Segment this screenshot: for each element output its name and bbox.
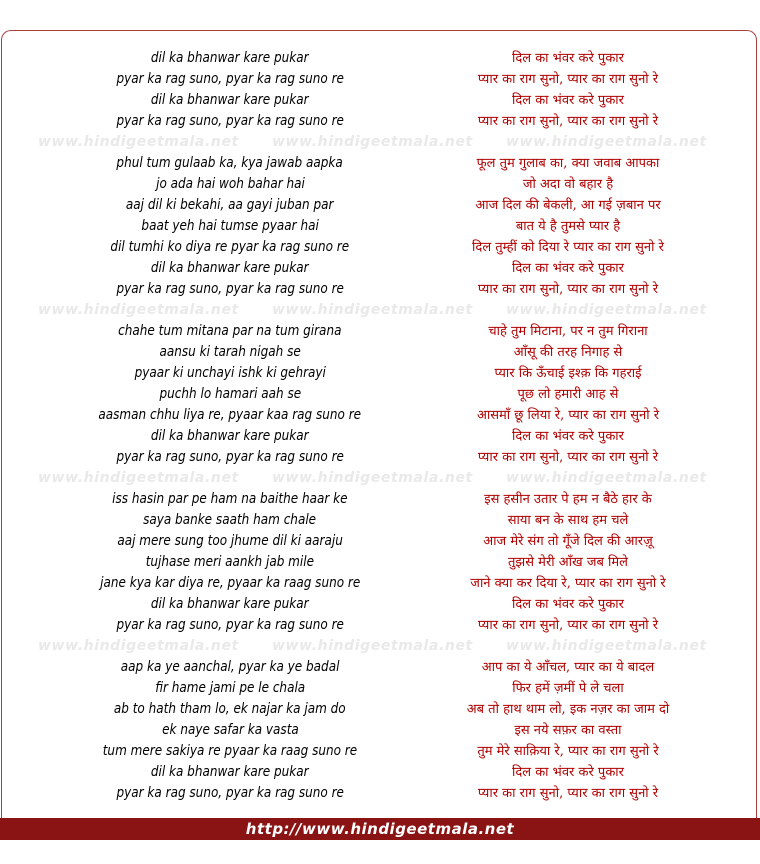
lyric-line: pyar ka rag suno, pyar ka rag suno re	[116, 71, 344, 87]
lyric-line: दिल का भंवर करे पुकार	[511, 429, 624, 444]
lyric-line: दिल का भंवर करे पुकार	[511, 597, 624, 612]
lyric-line: ab to hath tham lo, ek najar ka jam do	[114, 701, 346, 717]
lyric-line: प्यार का राग सुनो, प्यार का राग सुनो रे	[477, 450, 659, 465]
lyric-line: aaj mere sung too jhume dil ki aaraju	[117, 533, 343, 549]
lyric-line: तुझसे मेरी आँख जब मिले	[508, 555, 628, 570]
lyrics-hindi-column	[380, 48, 756, 804]
lyric-line: pyar ka rag suno, pyar ka rag suno re	[116, 785, 344, 801]
watermark-text: www.hindigeetmala.net	[272, 470, 473, 486]
site-url-footer[interactable]: http://www.hindigeetmala.net	[0, 818, 760, 840]
lyric-line: aap ka ye aanchal, pyar ka ye badal	[120, 659, 340, 675]
watermark-text: www.hindigeetmala.net	[506, 134, 707, 150]
lyric-line: साया बन के साथ हम चले	[507, 513, 629, 528]
lyric-line: चाहे तुम मिटाना, पर न तुम गिराना	[488, 324, 648, 339]
lyric-line: इस हसीन उतार पे हम न बैठे हार के	[484, 492, 652, 507]
lyric-line: प्यार कि ऊँचाई इश्क़ कि गहराई	[494, 366, 642, 381]
lyric-line: pyar ka rag suno, pyar ka rag suno re	[116, 617, 344, 633]
lyric-line: आज दिल की बेकली, आ गई ज़बान पर	[475, 198, 661, 213]
lyric-line: आज मेरे संग तो गूँजे दिल की आरज़ू	[483, 534, 653, 549]
lyric-line: iss hasin par pe ham na baithe haar ke	[112, 491, 348, 507]
watermark-text: www.hindigeetmala.net	[506, 470, 707, 486]
lyric-line: saya banke saath ham chale	[143, 512, 317, 528]
lyric-line: फिर हमें ज़मीं पे ले चला	[512, 681, 624, 696]
lyric-line: dil ka bhanwar kare pukar	[151, 260, 309, 276]
lyric-line: आँसू की तरह निगाह से	[513, 345, 623, 360]
lyric-line: जाने क्या कर दिया रे, प्यार का राग सुनो रे	[470, 576, 666, 591]
lyric-line: dil ka bhanwar kare pukar	[151, 596, 309, 612]
watermark-text: www.hindigeetmala.net	[38, 470, 239, 486]
watermark-text: www.hindigeetmala.net	[272, 302, 473, 318]
lyric-line: प्यार का राग सुनो, प्यार का राग सुनो रे	[477, 72, 659, 87]
lyric-line: दिल का भंवर करे पुकार	[511, 765, 624, 780]
lyric-line: baat yeh hai tumse pyaar hai	[141, 218, 319, 234]
watermark-text: www.hindigeetmala.net	[272, 134, 473, 150]
lyric-line: दिल का भंवर करे पुकार	[511, 51, 624, 66]
lyrics-transliteration-column	[40, 48, 420, 804]
lyric-line: pyar ka rag suno, pyar ka rag suno re	[116, 281, 344, 297]
lyric-line: दिल का भंवर करे पुकार	[511, 93, 624, 108]
lyric-line: बात ये है तुमसे प्यार है	[515, 219, 621, 234]
lyric-line: प्यार का राग सुनो, प्यार का राग सुनो रे	[477, 114, 659, 129]
lyric-line: jane kya kar diya re, pyaar ka raag suno re	[99, 575, 361, 591]
lyric-line: जो अदा वो बहार है	[522, 177, 614, 192]
lyric-line: chahe tum mitana par na tum girana	[118, 323, 342, 339]
watermark-text: www.hindigeetmala.net	[38, 302, 239, 318]
lyric-line: आप का ये आँचल, प्यार का ये बादल	[481, 660, 655, 675]
watermark-text: www.hindigeetmala.net	[506, 638, 707, 654]
watermark-text: www.hindigeetmala.net	[38, 134, 239, 150]
lyric-line: phul tum gulaab ka, kya jawab aapka	[116, 155, 344, 171]
watermark-text: www.hindigeetmala.net	[506, 302, 707, 318]
lyric-line: tujhase meri aankh jab mile	[145, 554, 315, 570]
lyric-line: tum mere sakiya re pyaar ka raag suno re	[102, 743, 358, 759]
lyric-line: अब तो हाथ थाम लो, इक नज़र का जाम दो	[466, 702, 670, 717]
lyric-line: pyaar ki unchayi ishk ki gehrayi	[134, 365, 326, 381]
lyric-line: पूछ लो हमारी आह से	[517, 387, 619, 402]
watermark-text: www.hindigeetmala.net	[272, 638, 473, 654]
lyric-line: dil ka bhanwar kare pukar	[151, 50, 309, 66]
lyric-line: प्यार का राग सुनो, प्यार का राग सुनो रे	[477, 618, 659, 633]
lyric-line: ek naye safar ka vasta	[161, 722, 299, 738]
lyric-line: fir hame jami pe le chala	[155, 680, 305, 696]
lyric-line: प्यार का राग सुनो, प्यार का राग सुनो रे	[477, 786, 659, 801]
lyric-line: आसमाँ छू लिया रे, प्यार का राग सुनो रे	[476, 408, 660, 423]
lyric-line: dil ka bhanwar kare pukar	[151, 764, 309, 780]
lyric-line: aasman chhu liya re, pyaar kaa rag suno re	[98, 407, 362, 423]
lyric-line: dil tumhi ko diya re pyar ka rag suno re	[110, 239, 350, 255]
lyric-line: प्यार का राग सुनो, प्यार का राग सुनो रे	[477, 282, 659, 297]
lyric-line: इस नये सफ़र का वस्ता	[514, 723, 622, 738]
lyric-line: aansu ki tarah nigah se	[159, 344, 301, 360]
lyric-line: aaj dil ki bekahi, aa gayi juban par	[126, 197, 334, 213]
lyric-line: दिल का भंवर करे पुकार	[511, 261, 624, 276]
lyric-line: दिल तुम्हीं को दिया रे प्यार का राग सुनो रे	[472, 240, 664, 255]
lyric-line: puchh lo hamari aah se	[159, 386, 301, 402]
lyric-line: फूल तुम गुलाब का, क्या जवाब आपका	[476, 156, 660, 171]
lyric-line: pyar ka rag suno, pyar ka rag suno re	[116, 449, 344, 465]
watermark-text: www.hindigeetmala.net	[38, 638, 239, 654]
lyric-line: dil ka bhanwar kare pukar	[151, 92, 309, 108]
lyric-line: तुम मेरे साक़िया रे, प्यार का राग सुनो रे	[477, 744, 659, 759]
lyric-line: jo ada hai woh bahar hai	[155, 176, 305, 192]
lyric-line: pyar ka rag suno, pyar ka rag suno re	[116, 113, 344, 129]
lyric-line: dil ka bhanwar kare pukar	[151, 428, 309, 444]
